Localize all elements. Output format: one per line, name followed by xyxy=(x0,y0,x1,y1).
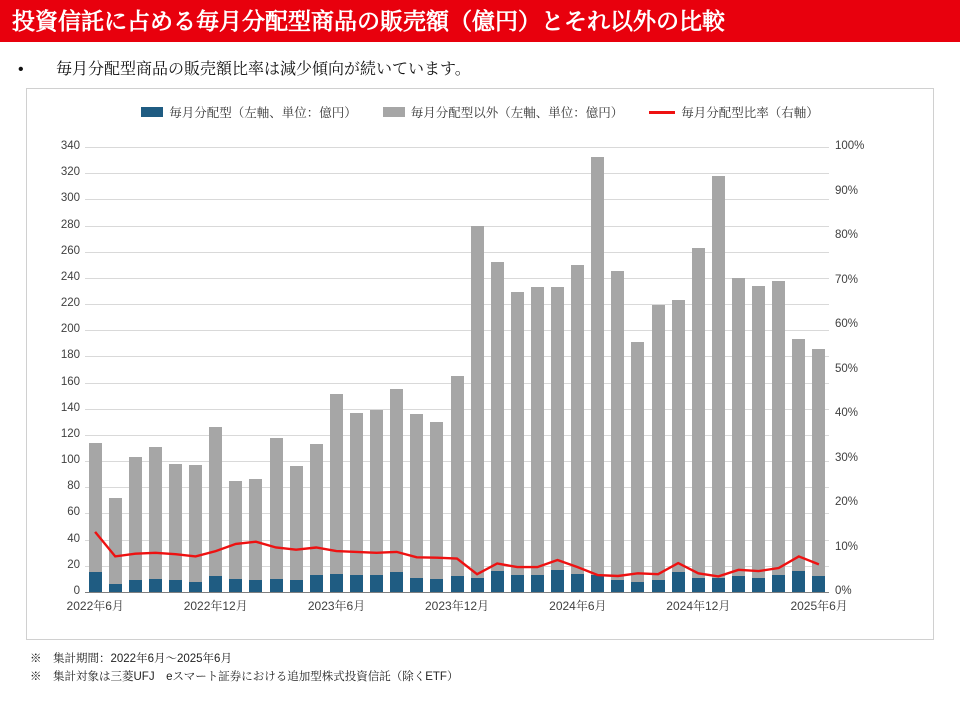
y-axis-right-tick: 60% xyxy=(835,318,859,330)
legend-label-monthly: 毎月分配型（左軸、単位：億円） xyxy=(169,106,357,120)
x-axis-tick: 2022年12月 xyxy=(183,599,248,613)
ratio-line-series xyxy=(85,147,829,592)
x-axis-tick: 2025年6月 xyxy=(790,599,848,613)
y-axis-left-tick: 20 xyxy=(67,558,80,571)
x-axis-tick: 2024年6月 xyxy=(549,599,607,613)
x-axis-tick: 2023年12月 xyxy=(425,599,490,613)
footnote-2: ※ 集計対象は三菱UFJ eスマート証券における追加型株式投資信託（除くETF） xyxy=(30,671,459,683)
y-axis-left-tick: 160 xyxy=(60,375,80,388)
y-axis-right-tick: 70% xyxy=(835,273,859,286)
y-axis-left-tick: 340 xyxy=(60,140,80,152)
legend-label-other: 毎月分配型以外（左軸、単位：億円） xyxy=(410,106,624,120)
legend-label-ratio: 毎月分配型比率（右軸） xyxy=(681,106,819,120)
y-axis-left-tick: 80 xyxy=(67,480,80,493)
y-axis-left-tick: 180 xyxy=(60,349,80,362)
y-axis-left-tick: 320 xyxy=(60,166,80,179)
bullet-marker: • xyxy=(18,61,24,78)
y-axis-left-tick: 40 xyxy=(67,532,80,545)
y-axis-left-tick: 220 xyxy=(60,297,80,310)
x-axis-tick: 2024年12月 xyxy=(666,599,731,613)
chart-container xyxy=(26,88,934,640)
x-axis-line xyxy=(85,592,829,593)
x-axis-tick: 2022年6月 xyxy=(66,599,124,613)
page-title: 投資信託に占める毎月分配型商品の販売額（億円）とそれ以外の比較 xyxy=(0,0,960,42)
y-axis-left-tick: 260 xyxy=(60,244,80,257)
plot-wrapper xyxy=(27,89,935,641)
y-axis-right-tick: 100% xyxy=(835,140,865,152)
plot-area xyxy=(60,140,865,597)
y-axis-right-tick: 30% xyxy=(835,451,859,464)
y-axis-right-tick: 40% xyxy=(835,407,859,419)
footnote-1: ※ 集計期間：2022年6月〜2025年6月 xyxy=(30,653,232,665)
y-axis-right-tick: 0% xyxy=(835,585,852,597)
x-axis-tick: 2023年6月 xyxy=(307,599,366,613)
y-axis-left-tick: 140 xyxy=(60,401,80,414)
y-axis-left-tick: 120 xyxy=(60,427,80,440)
y-axis-right-tick: 20% xyxy=(835,496,859,508)
y-axis-left-tick: 100 xyxy=(60,454,80,467)
y-axis-left-tick: 0 xyxy=(73,585,80,597)
y-axis-right-tick: 50% xyxy=(835,362,859,375)
y-axis-right-tick: 80% xyxy=(835,229,859,241)
y-axis-left-tick: 280 xyxy=(60,218,80,231)
y-axis-left-tick: 300 xyxy=(60,192,80,205)
footnotes xyxy=(30,650,458,686)
y-axis-left-tick: 200 xyxy=(60,323,80,336)
y-axis-right-tick: 10% xyxy=(835,540,859,553)
bullet-row xyxy=(18,56,938,79)
y-axis-right-tick: 90% xyxy=(835,184,859,197)
y-axis-left-tick: 60 xyxy=(67,506,80,519)
bullet-text: 毎月分配型商品の販売額比率は減少傾向が続いています。 xyxy=(56,61,471,78)
y-axis-left-tick: 240 xyxy=(60,270,80,283)
